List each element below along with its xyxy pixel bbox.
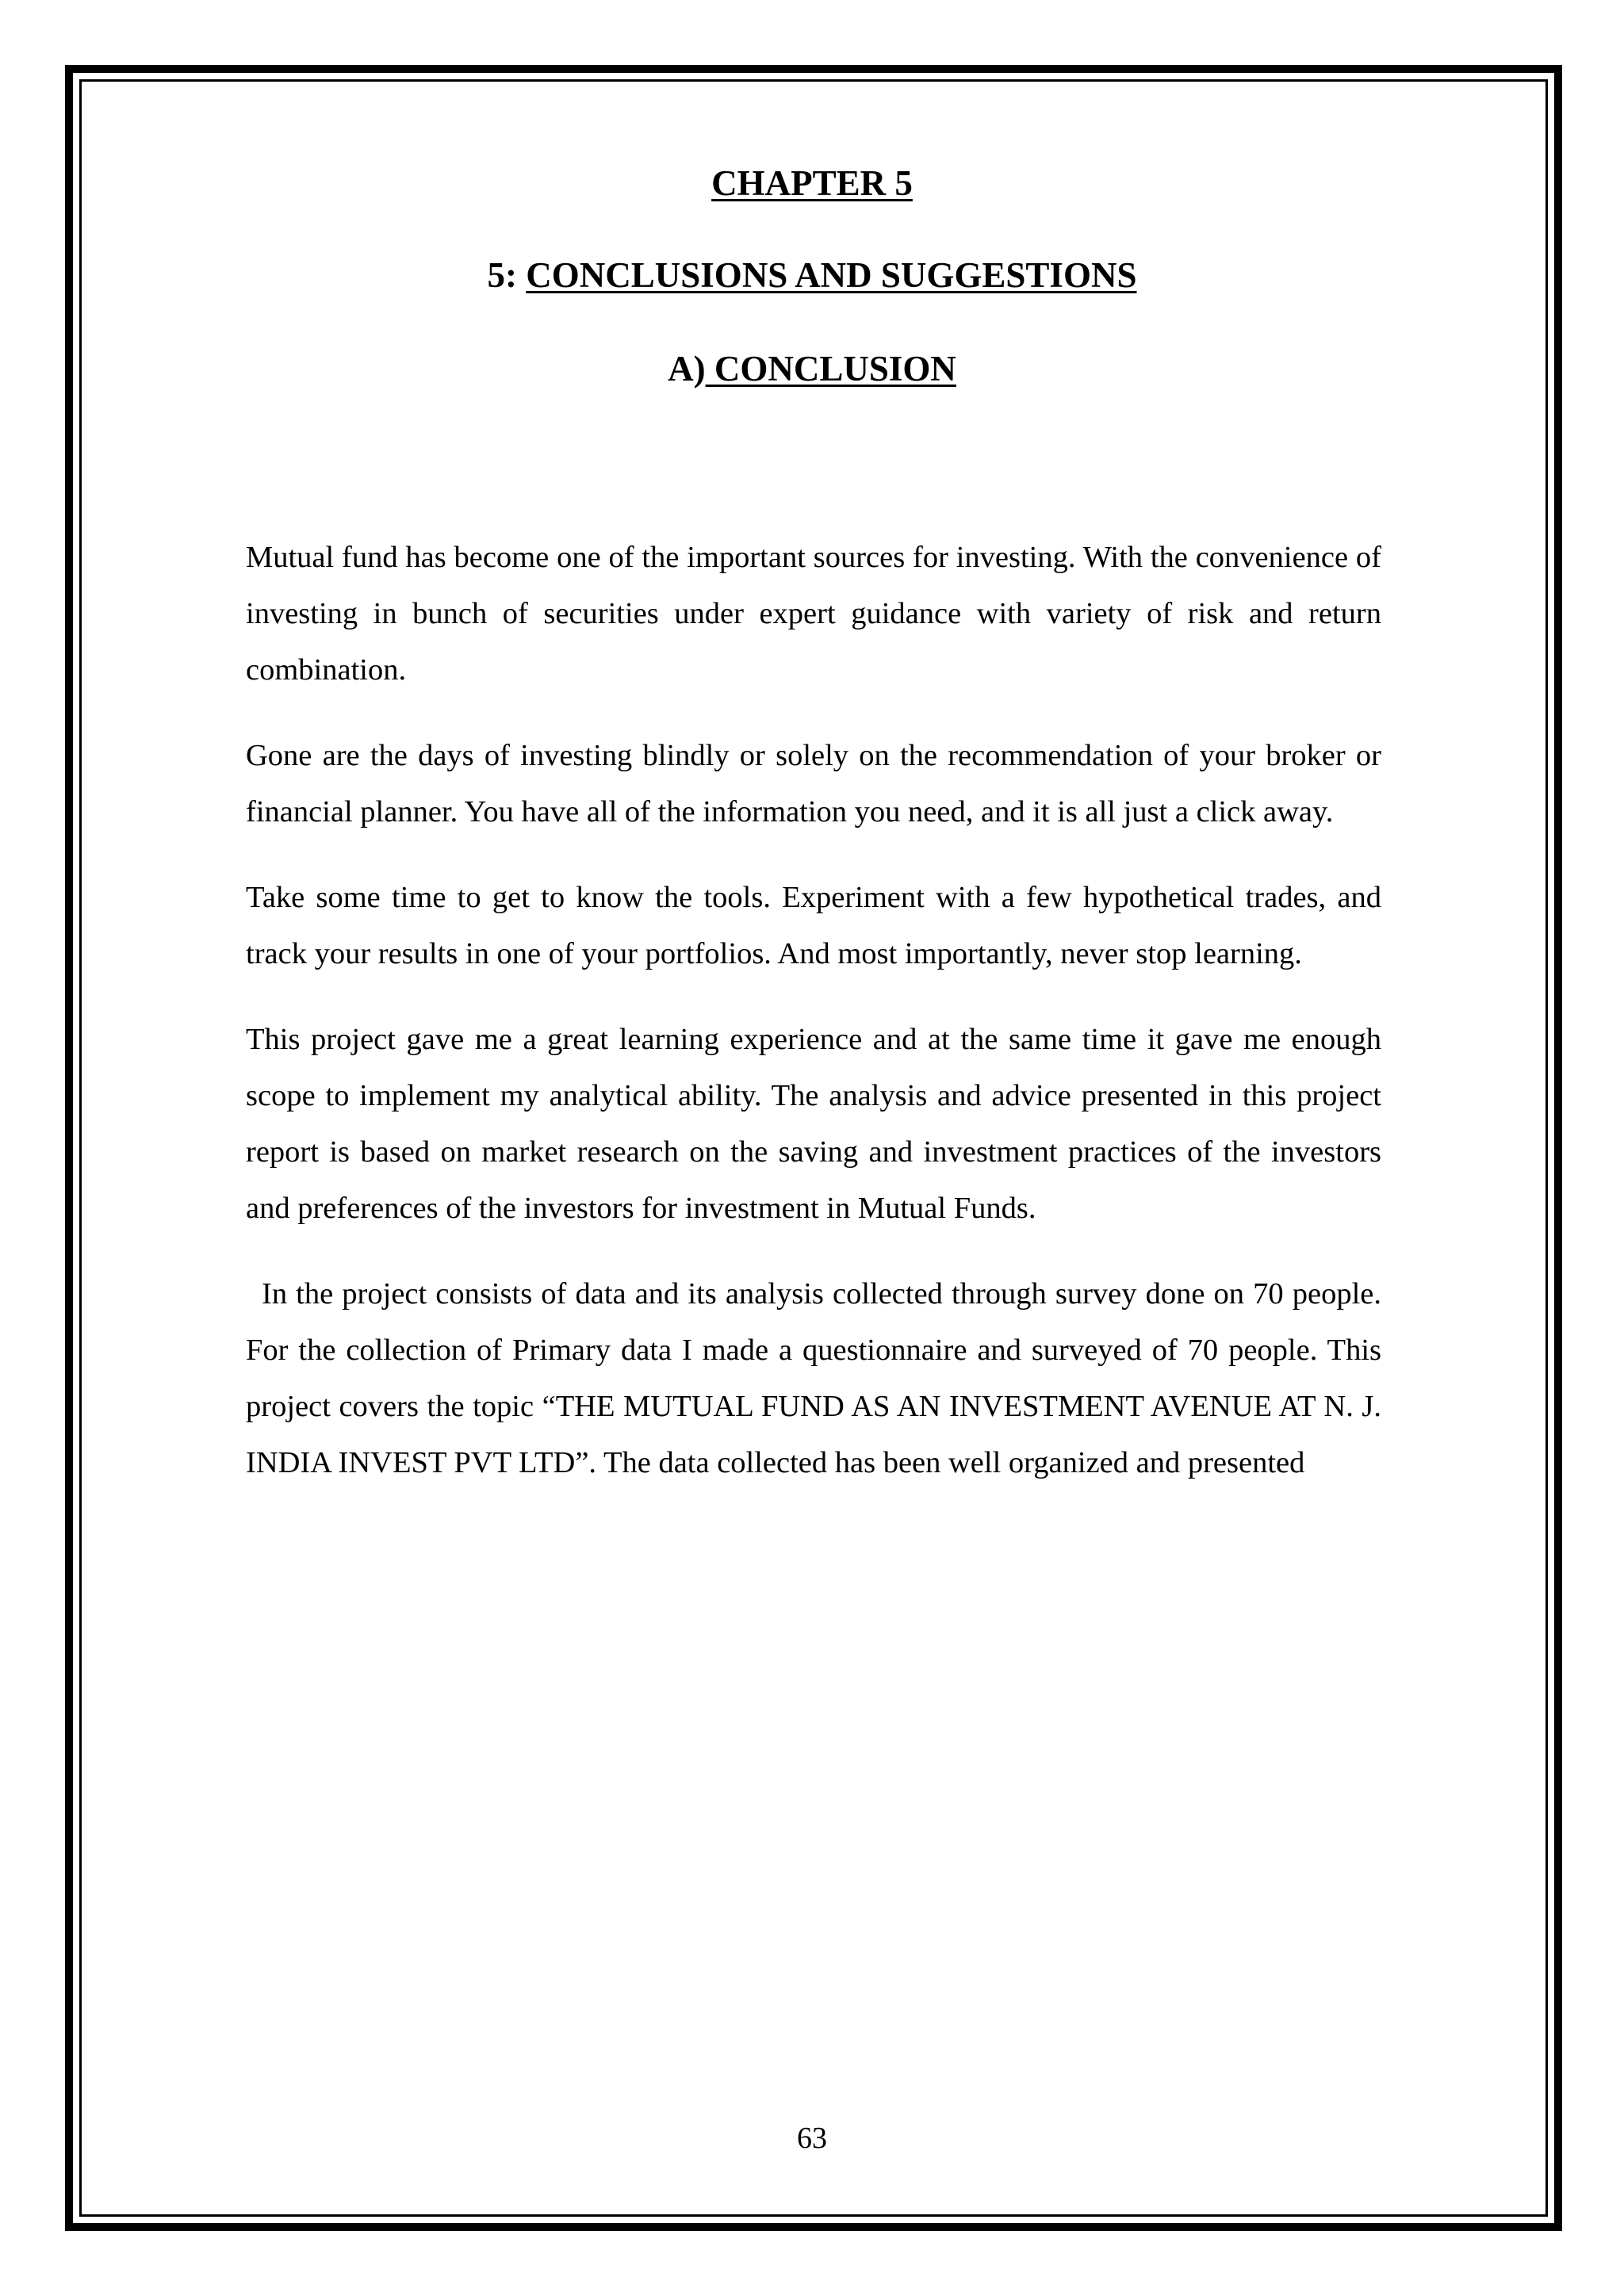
paragraph-5: In the project consists of data and its analysis collected through survey done on 70 people. For the collection of Primary data I made a questionnaire and surveyed of 70 people. This project covers the topic “THE MUTUAL FUND AS AN INVESTMENT AVENUE AT N. J. INDIA INVEST PVT LTD”. The data collected has been well organized and presented (246, 1277, 1381, 1479)
paragraph-4: This project gave me a great learning experience and at the same time it gave me enough scope to implement my analytical ability. The analysis and advice presented in this project report is based on market research on the saving and investment practices of the investors and preferences of the investors for investment in Mutual Funds. (246, 1023, 1381, 1225)
page-number: 63 (797, 2122, 827, 2155)
subsection-title: CONCLUSION (705, 349, 956, 388)
section-number: 5: (487, 255, 527, 295)
body-text (246, 530, 1381, 1521)
paragraph-2: Gone are the days of investing blindly or solely on the recommendation of your broker or financial planner. You have all of the information you need, and it is all just a click away. (246, 739, 1381, 828)
chapter-heading (0, 162, 1624, 205)
subsection-marker: A) (668, 349, 706, 388)
section-heading (0, 254, 1624, 297)
paragraph-1: Mutual fund has become one of the important sources for investing. With the convenience of investing in bunch of securities under expert guidance with variety of risk and return combination. (246, 541, 1381, 687)
chapter-title: CHAPTER 5 (711, 163, 913, 203)
subsection-heading (0, 347, 1624, 390)
paragraph-3: Take some time to get to know the tools. Experiment with a few hypothetical trades, and track your results in one of your portfolios. And most importantly, never stop learning. (246, 881, 1381, 970)
section-title: CONCLUSIONS AND SUGGESTIONS (526, 255, 1137, 295)
